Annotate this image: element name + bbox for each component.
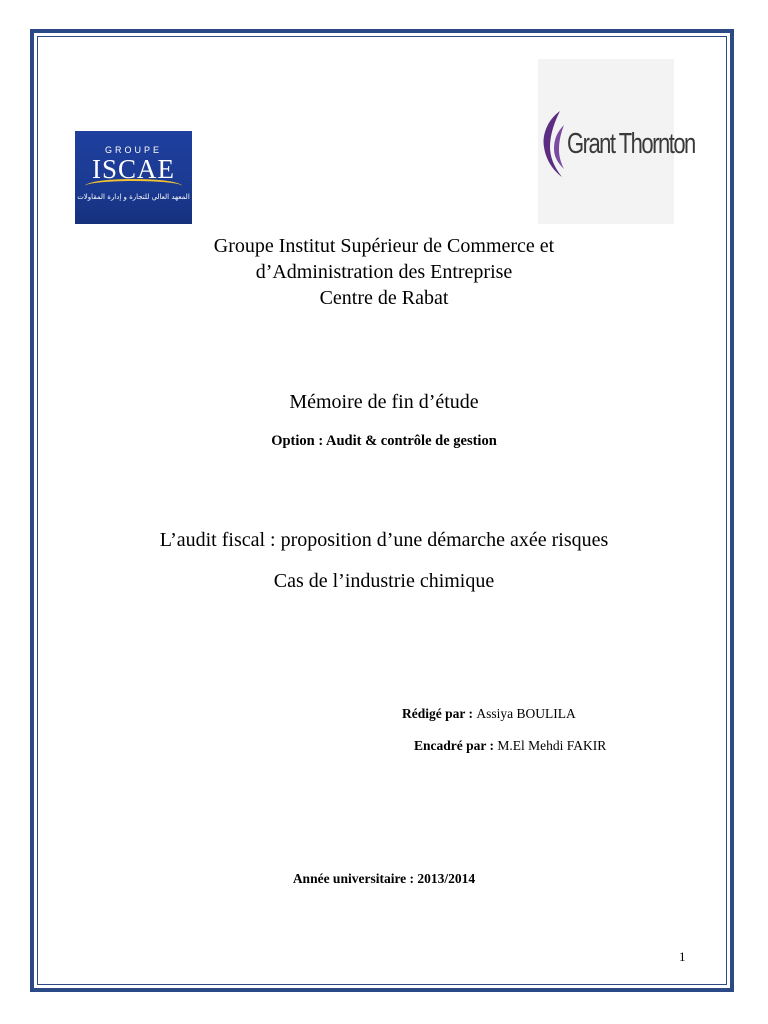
encadre-par-value: M.El Mehdi FAKIR — [497, 738, 607, 753]
redige-par-label: Rédigé par : — [402, 706, 473, 721]
grant-thornton-logo — [538, 59, 695, 224]
annee-universitaire: Année universitaire : 2013/2014 — [292, 871, 476, 886]
grant-thornton-logo-text: Grant Thornton — [567, 127, 695, 160]
subject-subtitle: Cas de l’industrie chimique — [273, 570, 495, 592]
subject-title: L’audit fiscal : proposition d’une démarche axée risques — [159, 529, 609, 551]
iscae-logo-groupe: GROUPE — [104, 145, 162, 155]
institution-line-2: d’Administration des Entreprise — [255, 261, 513, 283]
iscae-logo — [75, 131, 192, 224]
memoire-title: Mémoire de fin d’étude — [289, 391, 479, 413]
grant-thornton-mark-icon — [540, 103, 566, 183]
page-number: 1 — [679, 949, 686, 964]
institution-line-1: Groupe Institut Supérieur de Commerce et — [213, 235, 555, 257]
redige-par-value: Assiya BOULILA — [476, 706, 576, 721]
iscae-logo-arabic: المعهد العالي للتجارة و إدارة المقاولات — [77, 193, 190, 201]
encadre-par-line — [414, 738, 606, 754]
iscae-logo-arc — [85, 179, 182, 193]
iscae-logo-name: ISCAE — [91, 154, 175, 184]
encadre-par-label: Encadré par : — [414, 738, 494, 753]
memoire-option: Option : Audit & contrôle de gestion — [271, 433, 497, 449]
redige-par-line — [402, 706, 576, 722]
institution-line-3: Centre de Rabat — [319, 287, 449, 309]
